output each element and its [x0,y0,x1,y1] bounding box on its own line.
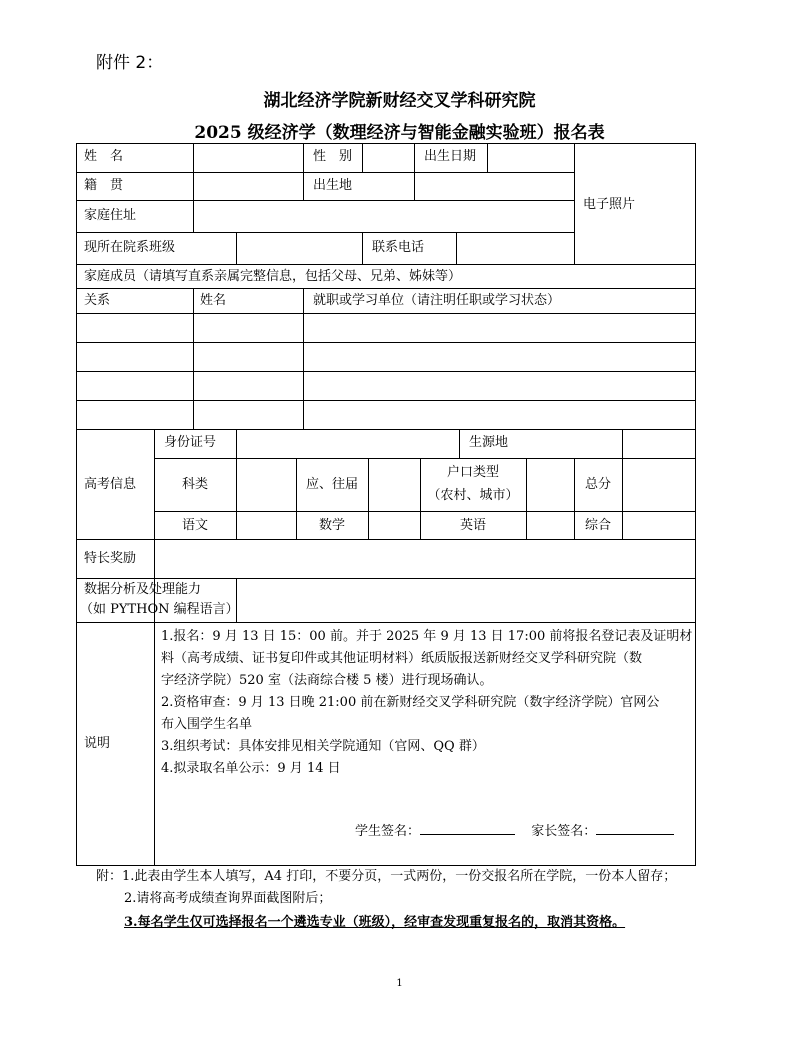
institute-title: 湖北经济学院新财经交叉学科研究院 [263,91,536,111]
label-math: 数学 [318,518,345,533]
label-id-number: 身份证号 [164,435,217,450]
label-specialty-awards: 特长奖励 [84,551,137,566]
label-explanation: 说明 [84,736,111,751]
label-name: 姓 名 [84,149,124,164]
instruction-line: 1.报名：9 月 13 日 15：00 前。并于 2025 年 9 月 13 日 17:00 前将报名登记表及证明材 [161,629,693,644]
label-origin: 生源地 [469,435,509,450]
student-signature-line[interactable] [420,820,515,835]
label-english: 英语 [459,518,486,533]
label-work-unit: 就职或学习单位（请注明任职或学习状态） [313,293,561,308]
label-member-name: 姓名 [200,293,227,308]
attachment-label: 附件 2： [96,53,164,73]
footnote-1: 附：1.此表由学生本人填写，A4 打印，不要分页，一式两份，一份交报名所在学院，一份本人留存； [96,869,677,884]
label-total-score: 总分 [584,477,611,492]
label-family-members: 家庭成员（请填写直系亲属完整信息，包括父母、兄弟、姊妹等） [84,269,462,284]
form-title: 2025 级经济学（数理经济与智能金融实验班）报名表 [194,123,605,143]
label-photo: 电子照片 [583,197,636,212]
label-home-address: 家庭住址 [84,208,137,223]
label-gender: 性 别 [313,149,353,164]
label-birthplace: 出生地 [313,178,353,193]
label-data-ability-example: （如 PYTHON 编程语言） [80,602,239,617]
parent-signature-line[interactable] [596,820,674,835]
label-graduate-status: 应、往届 [305,477,358,492]
instruction-line: 布入围学生名单 [161,717,253,732]
instruction-line: 2.资格审查：9 月 13 日晚 21:00 前在新财经交叉学科研究院（数字经济学院）官网公 [161,695,660,710]
label-relation: 关系 [84,293,111,308]
label-hukou-type: 户口类型 [446,465,499,480]
footnote-3: 3.每名学生仅可选择报名一个遴选专业（班级），经审查发现重复报名的，取消其资格。 [124,915,626,930]
label-data-ability: 数据分析及处理能力 [84,582,202,597]
label-subject-type: 科类 [181,477,208,492]
label-chinese: 语文 [181,518,208,533]
instruction-line: 4.拟录取名单公示：9 月 14 日 [161,761,341,776]
label-current-class: 现所在院系班级 [84,240,176,255]
label-phone: 联系电话 [372,240,425,255]
instruction-line: 3.组织考试：具体安排见相关学院通知（官网、QQ 群） [161,739,485,754]
label-birthdate: 出生日期 [424,149,477,164]
parent-signature-label: 家长签名： [531,824,597,839]
label-hukou-options: （农村、城市） [427,488,519,503]
label-gaokao-info: 高考信息 [84,477,137,492]
signature-row [355,820,674,843]
instruction-line: 料（高考成绩、证书复印件或其他证明材料）纸质版报送新财经交叉学科研究院（数 [161,651,643,666]
label-comprehensive: 综合 [584,518,611,533]
label-native-place: 籍 贯 [84,178,124,193]
page-number: 1 [396,978,403,989]
student-signature-label: 学生签名： [355,824,421,839]
footnote-2: 2.请将高考成绩查询界面截图附后； [124,891,332,906]
instruction-line: 字经济学院）520 室（法商综合楼 5 楼）进行现场确认。 [161,673,493,688]
